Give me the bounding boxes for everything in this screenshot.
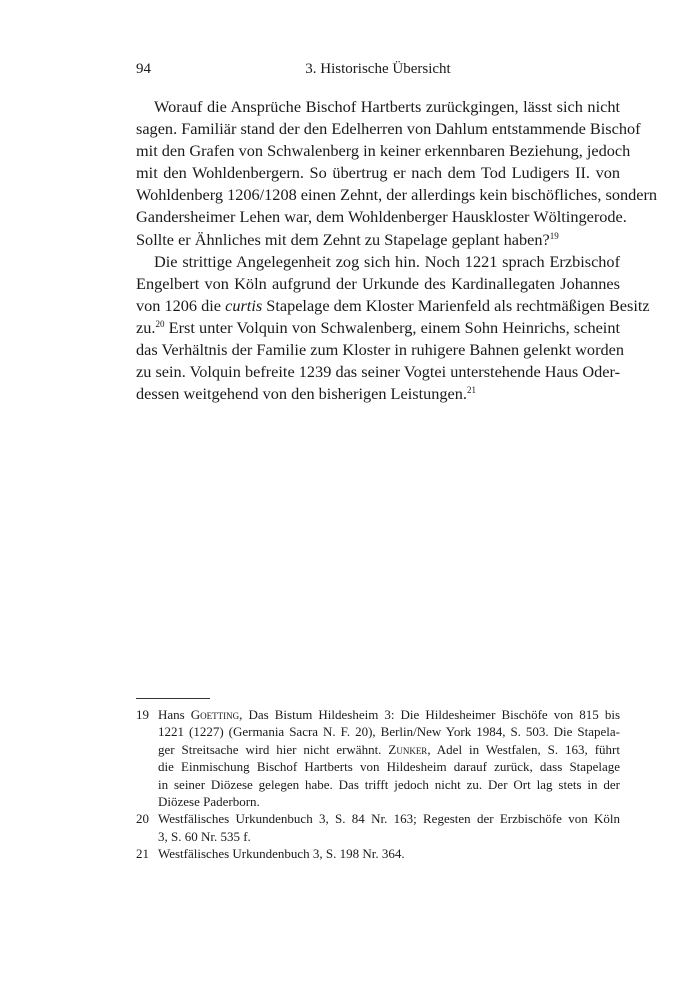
footnote-line bbox=[158, 706, 620, 723]
text-line bbox=[136, 317, 620, 339]
page-header bbox=[136, 61, 620, 81]
footnote-number: 20 bbox=[136, 811, 149, 827]
text-line bbox=[136, 295, 650, 317]
italic-term: curtis bbox=[225, 295, 263, 315]
footnote-separator bbox=[136, 698, 210, 699]
text-line bbox=[136, 383, 620, 405]
text-segment: Erst unter Volquin von Schwalenberg, einem Sohn Heinrichs, scheint bbox=[164, 317, 620, 337]
text-line: das Verhältnis der Familie zum Kloster in ruhigere Bahnen gelenkt worden bbox=[136, 340, 625, 360]
footnote-ref-19[interactable]: 19 bbox=[549, 230, 559, 241]
text-segment: Westfälisches Urkundenbuch 3, S. 84 Nr. 163; Regesten der Erzbischöfe von Köln bbox=[158, 811, 620, 827]
text-segment: in seiner Diözese gelegen habe. Das trifft jedoch nicht zu. Der Ort lag stets in der bbox=[158, 776, 620, 792]
footnote-ref-21[interactable]: 21 bbox=[466, 385, 476, 396]
text-segment: , Das Bistum Hildesheim 3: Die Hildesheimer Bischöfe von 815 bis bbox=[239, 707, 621, 722]
footnote-number: 19 bbox=[136, 707, 149, 722]
text-segment: dessen weitgehend von den bisherigen Leistungen. bbox=[136, 384, 467, 404]
text-line: zu sein. Volquin befreite 1239 das seiner Vogtei unterstehende Haus Oder- bbox=[136, 362, 620, 382]
text-line: Die strittige Angelegenheit zog sich hin. Noch 1221 sprach Erzbischof bbox=[154, 251, 620, 271]
text-line: Engelbert von Köln aufgrund der Urkunde des Kardinallegaten Johannes bbox=[136, 273, 620, 293]
footnote-number: 21 bbox=[136, 846, 149, 862]
page-number: 94 bbox=[136, 61, 151, 77]
footnote-line bbox=[158, 776, 620, 793]
footnote-line bbox=[158, 758, 620, 775]
footnote-line bbox=[158, 723, 620, 740]
footnote-ref-20[interactable]: 20 bbox=[155, 318, 165, 329]
footnote-19 bbox=[136, 706, 620, 810]
footnotes bbox=[136, 706, 620, 863]
main-text bbox=[136, 96, 658, 405]
text-segment: Stapelage dem Kloster Marienfeld als rechtmäßigen Besitz bbox=[262, 295, 650, 315]
footnote-line bbox=[158, 741, 620, 758]
text-line: Gandersheimer Lehen war, dem Wohldenberger Hauskloster Wöltingerode. bbox=[136, 207, 627, 227]
footnote-line bbox=[158, 845, 620, 862]
text-segment: , Adel in Westfalen, S. 163, führt bbox=[427, 741, 620, 757]
footnote-line bbox=[158, 793, 620, 810]
running-title: 3. Historische Übersicht bbox=[305, 61, 451, 77]
author-name: Goetting bbox=[190, 707, 240, 722]
text-segment: zu. bbox=[136, 317, 156, 337]
text-segment: 1221 (1227) (Germania Sacra N. F. 20), Berlin/New York 1984, S. 503. Die Stapela- bbox=[158, 724, 620, 740]
text-segment: Westfälisches Urkundenbuch 3, S. 198 Nr. 364. bbox=[158, 846, 405, 862]
text-segment: ger Streitsache wird hier nicht erwähnt. bbox=[158, 741, 389, 757]
text-line bbox=[136, 229, 620, 251]
text-segment: 3, S. 60 Nr. 535 f. bbox=[158, 828, 251, 844]
text-segment: die Einmischung Bischof Hartberts von Hildesheim darauf zurück, dass Stapelage bbox=[158, 759, 620, 775]
text-segment: Diözese Paderborn. bbox=[158, 794, 260, 810]
footnote-line bbox=[158, 810, 620, 827]
footnote-line bbox=[158, 828, 620, 845]
text-line: mit den Grafen von Schwalenberg in keiner erkennbaren Beziehung, jedoch bbox=[136, 141, 631, 161]
text-segment: Hans bbox=[158, 707, 191, 722]
footnote-20 bbox=[136, 810, 620, 845]
text-line: mit den Wohldenbergern. So übertrug er nach dem Tod Ludigers II. von bbox=[136, 163, 620, 183]
text-segment: Sollte er Ähnliches mit dem Zehnt zu Stapelage geplant haben? bbox=[136, 229, 550, 249]
text-line: Wohldenberg 1206/1208 einen Zehnt, der allerdings kein bischöfliches, sondern bbox=[136, 185, 658, 205]
author-name: Zunker bbox=[388, 741, 428, 757]
footnote-21 bbox=[136, 845, 620, 862]
text-line: Worauf die Ansprüche Bischof Hartberts zurückgingen, lässt sich nicht bbox=[154, 97, 620, 116]
text-line: sagen. Familiär stand der den Edelherren von Dahlum entstammende Bischof bbox=[136, 119, 641, 139]
text-segment: von 1206 die bbox=[136, 295, 226, 315]
